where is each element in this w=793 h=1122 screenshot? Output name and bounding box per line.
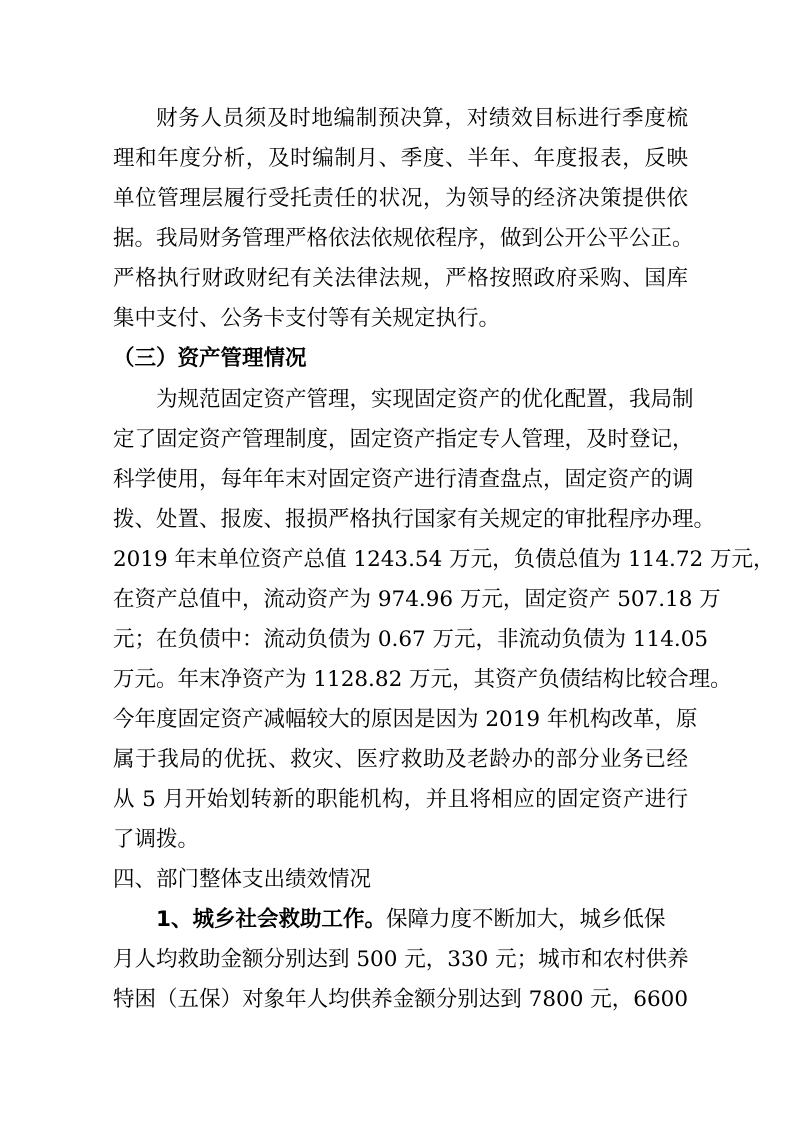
- paragraph-line: 财务人员须及时地编制预决算，对绩效目标进行季度梳: [156, 106, 688, 131]
- paragraph-line: 2019 年末单位资产总值 1243.54 万元，负债总值为 114.72 万元，: [113, 547, 775, 572]
- item-text: 保障力度不断加大，城乡低保: [385, 907, 666, 932]
- paragraph-line: 理和年度分析，及时编制月、季度、半年、年度报表，反映: [113, 146, 688, 171]
- paragraph-line: 为规范固定资产管理，实现固定资产的优化配置，我局制: [156, 387, 694, 412]
- paragraph-line: 今年度固定资产减幅较大的原因是因为 2019 年机构改革，原: [113, 707, 698, 732]
- paragraph-line: 定了固定资产管理制度，固定资产指定专人管理，及时登记，: [113, 427, 694, 452]
- paragraph-line: 单位管理层履行受托责任的状况，为领导的经济决策提供依: [113, 186, 688, 211]
- paragraph-line: 从 5 月开始划转新的职能机构，并且将相应的固定资产进行: [113, 787, 688, 812]
- paragraph-line: 据。我局财务管理严格依法依规依程序，做到公开公平公正。: [113, 226, 694, 251]
- paragraph-line: 属于我局的优抚、救灾、医疗救助及老龄办的部分业务已经: [113, 747, 688, 772]
- paragraph-line: 元；在负债中：流动负债为 0.67 万元，非流动负债为 114.05: [113, 627, 709, 652]
- paragraph-line: 特困（五保）对象年人均供养金额分别达到 7800 元，6600: [113, 987, 688, 1012]
- paragraph-line: 拨、处置、报废、报损严格执行国家有关规定的审批程序办理。: [113, 507, 716, 532]
- paragraph-line: 万元。年末净资产为 1128.82 万元，其资产负债结构比较合理。: [113, 667, 732, 692]
- paragraph-line: 集中支付、公务卡支付等有关规定执行。: [113, 306, 501, 331]
- item-line: [156, 900, 688, 940]
- paragraph-line: 在资产总值中，流动资产为 974.96 万元，固定资产 507.18 万: [113, 587, 721, 612]
- section-heading: 四、部门整体支出绩效情况: [113, 867, 372, 892]
- item-title: 1、城乡社会救助工作。: [156, 907, 386, 932]
- paragraph-line: 月人均救助金额分别达到 500 元，330 元；城市和农村供养: [113, 947, 689, 972]
- paragraph-line: 严格执行财政财纪有关法律法规，严格按照政府采购、国库: [113, 266, 688, 291]
- section-heading: （三）资产管理情况: [113, 346, 307, 371]
- paragraph-line: 科学使用，每年年末对固定资产进行清查盘点，固定资产的调: [113, 467, 694, 492]
- paragraph-line: 了调拨。: [113, 827, 200, 852]
